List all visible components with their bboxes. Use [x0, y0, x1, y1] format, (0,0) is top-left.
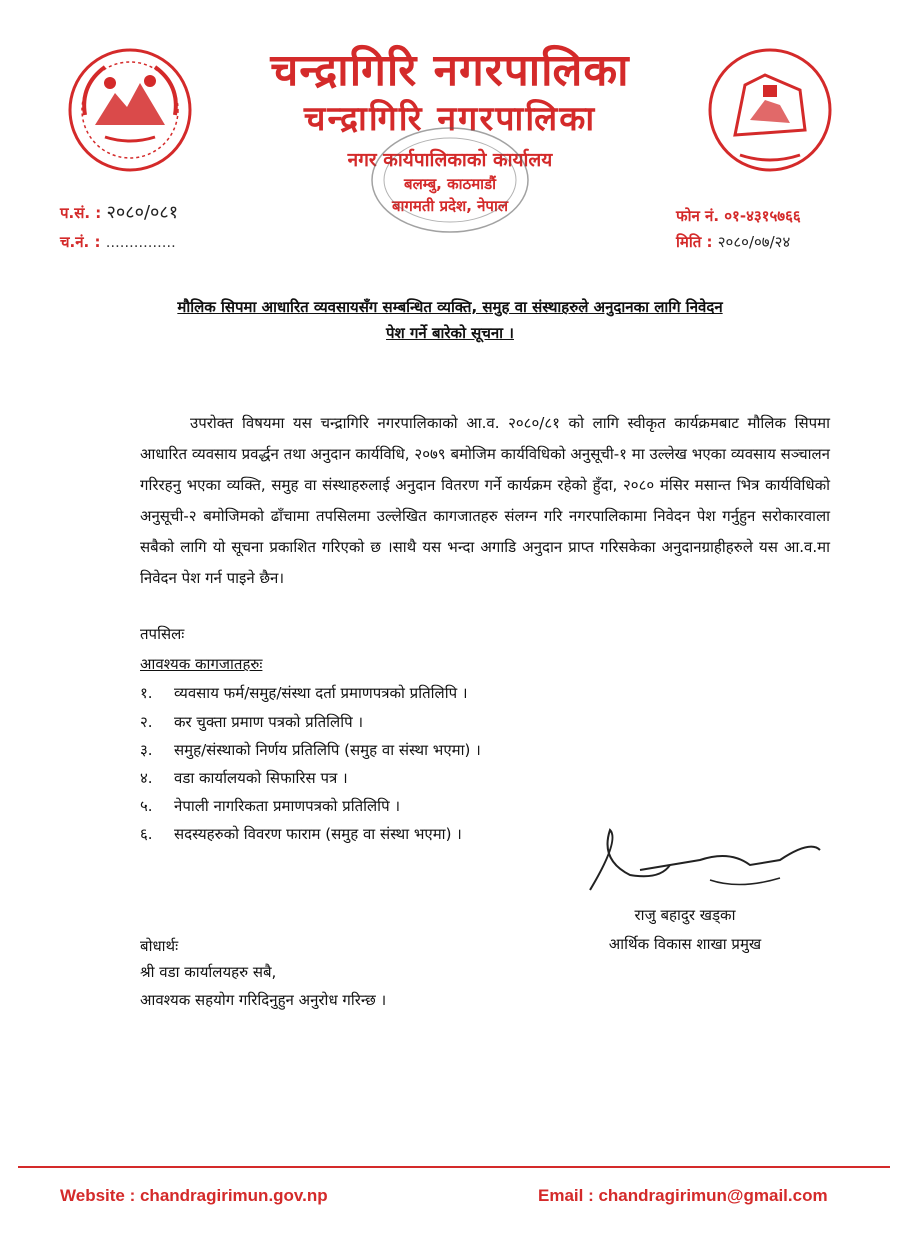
cc-label: बोधार्थः — [140, 937, 179, 955]
subject-line1: मौलिक सिपमा आधारित व्यवसायसँग सम्बन्धित व्यक्ति, समुह वा संस्थाहरुले अनुदानका लागि निवेदन — [177, 298, 723, 316]
address-line2: बागमती प्रदेश, नेपाल — [391, 197, 509, 215]
list-item-text: व्यवसाय फर्म/समुह/संस्था दर्ता प्रमाणपत्रको प्रतिलिपि । — [174, 684, 468, 702]
list-item-text: वडा कार्यालयको सिफारिस पत्र । — [174, 769, 348, 787]
required-docs-label: आवश्यक कागजातहरुः — [140, 655, 263, 673]
office-stamp-icon — [365, 120, 535, 240]
list-item-text: सदस्यहरुको विवरण फाराम (समुह वा संस्था भएमा) । — [174, 825, 462, 843]
list-item — [140, 768, 348, 788]
list-item — [140, 712, 363, 732]
signer-name: राजु बहादुर खड्का — [634, 906, 736, 924]
list-item-text: कर चुक्ता प्रमाण पत्रको प्रतिलिपि । — [174, 713, 364, 731]
list-item-number: ३. — [140, 741, 153, 759]
dispatch-no-label: च.नं. : — [60, 233, 101, 251]
list-item — [140, 796, 400, 816]
list-item — [140, 740, 481, 760]
cc-line1: श्री वडा कार्यालयहरु सबै, — [140, 963, 277, 981]
list-item-text: समुह/संस्थाको निर्णय प्रतिलिपि (समुह वा संस्था भएमा) । — [174, 741, 481, 759]
nepal-emblem-icon — [65, 45, 195, 175]
ref-no-value: २०८०/०८१ — [106, 202, 179, 223]
subject — [100, 294, 800, 347]
details-label: तपसिलः — [140, 625, 185, 643]
cc-line2: आवश्यक सहयोग गरिदिनुहुन अनुरोध गरिन्छ । — [140, 991, 387, 1009]
list-item — [140, 683, 468, 703]
footer-email: Email : chandragirimun@gmail.com — [538, 1186, 828, 1205]
list-item-number: २. — [140, 713, 153, 731]
list-item-text: नेपाली नागरिकता प्रमाणपत्रको प्रतिलिपि । — [174, 797, 401, 815]
date-value: २०८०/०७/२४ — [717, 233, 791, 251]
municipality-logo-icon — [705, 45, 835, 175]
signer-designation: आर्थिक विकास शाखा प्रमुख — [608, 935, 762, 953]
list-item — [140, 824, 462, 844]
date-label: मिति : — [676, 233, 713, 251]
footer-website: Website : chandragirimun.gov.np — [60, 1186, 328, 1205]
municipality-name-script: चन्द्रागिरि नगरपालिका — [303, 99, 597, 139]
ref-no-label: प.सं. : — [60, 204, 102, 222]
phone-number: फोन नं. ०१-४३१५७६६ — [676, 207, 801, 225]
list-item-number: ६. — [140, 825, 153, 843]
office-name: नगर कार्यपालिकाको कार्यालय — [347, 149, 553, 171]
dispatch-no — [60, 232, 176, 252]
municipality-name: चन्द्रागिरि नगरपालिका — [270, 45, 630, 96]
dispatch-no-value: …………… — [105, 235, 176, 251]
signature-icon — [580, 820, 830, 900]
list-item-number: १. — [140, 684, 153, 702]
list-item-number: ५. — [140, 797, 153, 815]
date-row — [676, 232, 790, 252]
list-item-number: ४. — [140, 769, 153, 787]
ref-no — [60, 200, 178, 224]
body-paragraph: उपरोक्त विषयमा यस चन्द्रागिरि नगरपालिकाको आ.व. २०८०/८१ को लागि स्वीकृत कार्यक्रमबाट मौलिक सिपमा आधारित व्यवसाय प्रवर्द्धन तथा अनुदान कार्यविधि, २०७९ बमोजिम कार्यविधिको अनुसूची-१ मा उल्लेख भएका व्यवसाय सञ्चालन गरिरहनु भएका व्यक्ति, समुह वा संस्थाहरुलाई अनुदान वितरण गर्ने कार्यक्रम रहेको हुँदा, २०८० मंसिर मसान्त भित्र कार्यविधिको अनुसूची-२ बमोजिमको ढाँचामा तपसिलमा उल्लेखित कागजातहरु संलग्न गरि नगरपालिकामा निवेदन पेश गर्नुहुन सरोकारवाला सबैको लागि यो सूचना प्रकाशित गरिएको छ ।साथै यस भन्दा अगाडि अनुदान प्राप्त गरिसकेका अनुदानग्राहीहरुले यस आ.व.मा निवेदन पेश गर्न पाइने छैन। — [140, 414, 830, 587]
address-line1: बलम्बु, काठमाडौं — [404, 175, 496, 193]
footer-divider — [18, 1166, 890, 1168]
subject-line2: पेश गर्ने बारेको सूचना । — [386, 324, 514, 343]
